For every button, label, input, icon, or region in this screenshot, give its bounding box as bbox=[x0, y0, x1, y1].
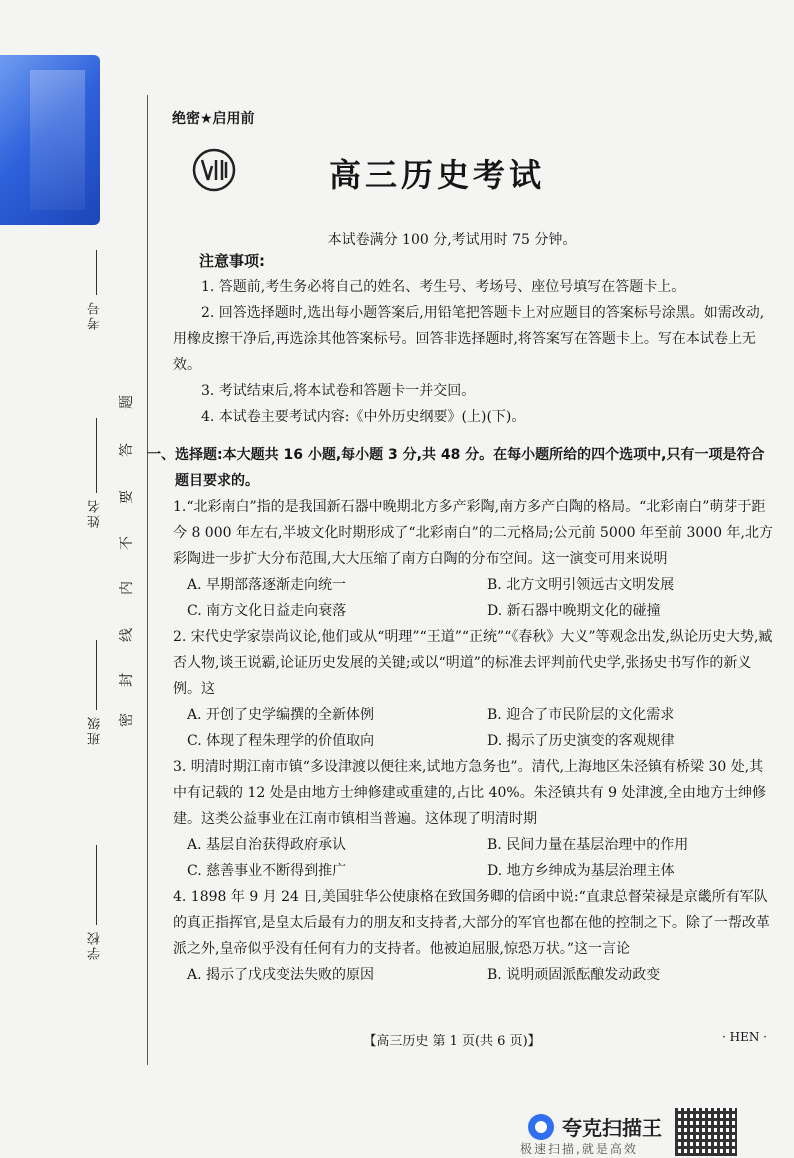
option: D. 新石器中晚期文化的碰撞 bbox=[487, 603, 661, 619]
notice-item: 3. 考试结束后,将本试卷和答题卡一并交回。 bbox=[201, 383, 476, 399]
notice-heading: 注意事项: bbox=[199, 252, 265, 270]
question-stem: 3. 明清时期江南市镇“多设津渡以便往来,试地方急务也”。清代,上海地区朱泾镇有桥梁 30 处,其中有记载的 12 处是由地方士绅修建或重建的,占比 40%。朱泾镇共有 9 处津渡,全由地方士绅修建。这类公益事业在江南市镇相当普遍。这体现了明清时期 bbox=[173, 759, 766, 827]
option: B. 迎合了市民阶层的文化需求 bbox=[487, 707, 675, 723]
footer-code: · HEN · bbox=[722, 1030, 767, 1044]
scanner-slogan: 极速扫描,就是高效 bbox=[520, 1142, 638, 1156]
seal-char: 答 bbox=[119, 443, 135, 457]
question bbox=[173, 494, 773, 624]
school-blank bbox=[96, 845, 97, 925]
seal-char: 不 bbox=[119, 536, 135, 550]
option: B. 北方文明引领远古文明发展 bbox=[487, 577, 675, 593]
scanner-name: 夸克扫描王 bbox=[562, 1116, 662, 1140]
seal-char: 封 bbox=[119, 673, 135, 687]
seal-char: 内 bbox=[119, 581, 135, 595]
qr-code-icon bbox=[675, 1108, 737, 1156]
question bbox=[173, 754, 773, 884]
question-stem: 1.“北彩南白”指的是我国新石器中晚期北方多产彩陶,南方多产白陶的格局。“北彩南白”萌芽于距今 8 000 年左右,半坡文化时期形成了“北彩南白”的二元格局;公元前 5000 年至前 3000 年,北方彩陶进一步扩大分布范围,大大压缩了南方白陶的分布空间。这一演变可用来说明 bbox=[173, 499, 773, 567]
option: C. 慈善事业不断得到推广 bbox=[187, 863, 347, 879]
option: A. 开创了史学编撰的全新体例 bbox=[187, 707, 375, 723]
option: D. 揭示了历史演变的客观规律 bbox=[487, 733, 675, 749]
option: D. 地方乡绅成为基层治理主体 bbox=[487, 863, 675, 879]
seal-char: 线 bbox=[119, 628, 135, 642]
class-label: 班级 bbox=[88, 715, 103, 745]
notice-item: 2. 回答选择题时,选出每小题答案后,用铅笔把答题卡上对应题目的答案标号涂黑。如需改动,用橡皮擦干净后,再选涂其他答案标号。回答非选择题时,将答案写在答题卡上。写在本试卷上无效。 bbox=[173, 305, 765, 373]
question bbox=[173, 884, 773, 988]
option: A. 基层自治获得政府承认 bbox=[187, 837, 347, 853]
quark-logo-icon bbox=[528, 1114, 554, 1140]
option: B. 民间力量在基层治理中的作用 bbox=[487, 837, 689, 853]
question bbox=[173, 624, 773, 754]
option: B. 说明顽固派酝酿发动政变 bbox=[487, 967, 661, 983]
seal-char: 密 bbox=[119, 713, 135, 727]
seal-char: 题 bbox=[119, 395, 135, 409]
question-stem: 4. 1898 年 9 月 24 日,美国驻华公使康格在致国务卿的信函中说:“直隶总督荣禄是京畿所有军队的真正指挥官,是皇太后最有力的朋友和支持者,大部分的军官也都在他的控制之下。除了一帮改革派之外,皇帝似乎没有任何有力的支持者。他被迫屈服,惊恐万状。”这一言论 bbox=[173, 889, 770, 957]
notice-item: 4. 本试卷主要考试内容:《中外历史纲要》(上)(下)。 bbox=[201, 409, 526, 425]
page-title: 高三历史考试 bbox=[328, 156, 545, 194]
section-heading: 一、选择题:本大题共 16 小题,每小题 3 分,共 48 分。在每小题所给的四个选项中,只有一项是符合题目要求的。 bbox=[147, 447, 765, 489]
option: C. 体现了程朱理学的价值取向 bbox=[187, 733, 375, 749]
notice-item: 1. 答题前,考生务必将自己的姓名、考生号、考场号、座位号填写在答题卡上。 bbox=[201, 279, 686, 295]
seal-char: 要 bbox=[119, 490, 135, 504]
option: C. 南方文化日益走向衰落 bbox=[187, 603, 347, 619]
confidential-mark: 绝密★启用前 bbox=[172, 111, 255, 127]
exam-info: 本试卷满分 100 分,考试用时 75 分钟。 bbox=[327, 232, 577, 248]
school-label: 学校 bbox=[88, 930, 103, 960]
page-footer: 【高三历史 第 1 页(共 6 页)】 bbox=[363, 1034, 541, 1049]
exam-no-label: 考号 bbox=[88, 300, 103, 330]
exam-content bbox=[147, 248, 773, 988]
name-label: 姓名 bbox=[88, 498, 103, 528]
option: A. 揭示了戊戌变法失败的原因 bbox=[187, 967, 375, 983]
name-blank bbox=[96, 418, 97, 493]
binding-tab bbox=[0, 55, 100, 225]
option: A. 早期部落逐渐走向统一 bbox=[187, 577, 347, 593]
question-stem: 2. 宋代史学家崇尚议论,他们或从“明理”“王道”“正统”“《春秋》大义”等观念出发,纵论历史大势,臧否人物,谈王说霸,论证历史发展的关键;或以“明道”的标准去评判前代史学,张扬史书写作的新义例。这 bbox=[173, 629, 773, 697]
exam-no-blank bbox=[96, 250, 97, 295]
class-blank bbox=[96, 640, 97, 710]
